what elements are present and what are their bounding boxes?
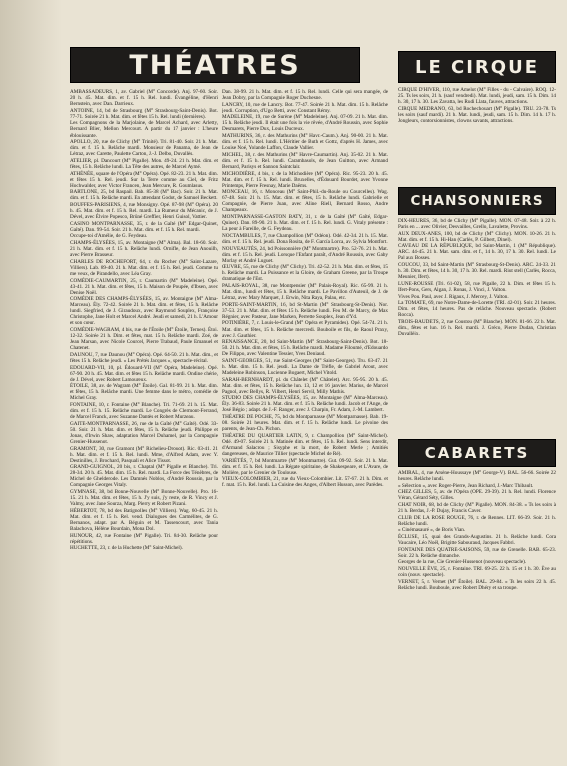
listing-entry: MADELEINE, 19, rue de Surène (M° Madeleine). Anj. 07-09. 21 h. Mat. dim. 15 h. Relâche jeudi. Il était une fois la vie rêvée, d'André Roussin, avec Sophie Desmarets, Pierre Dux, Louis Ducreux. (222, 114, 388, 133)
listing-entry: PALAIS-ROYAL, 38, rue Montpensier (M° Palais-Royal). Ric. 65-99. 21 h. Mat. dim., lundi et fêtes, 15 h. Relâche mardi. Le Pavillon d'Auteuil, de J. de Létraz, avec Mary Marquet, J. Erwin, Nita Raya, Palau, etc. (222, 282, 388, 302)
listing-entry: ANTOINE, 14, bd de Strasbourg (M° Strasbourg-Saint-Denis). Bot. 77-71. Soirée 21 h. Mat. dim. et fêtes 15 h. Rel. lundi (dernières). (70, 107, 218, 120)
listing-entry: CHEZ GILLES, 5, av. de l'Opéra (OPE. 29-39). 21 h. Rel. lundi. Florence Véran, Gérard Séty, Gilles. (398, 489, 556, 502)
listing-entry: CIRQUE D'HIVER, 110, rue Amelot (M° Filles - du - Calvaire). ROQ. 12-25. Ts les soirs, 21 h. (sauf vendredi). Mat. lundi, jeudi, sam. 15 h. Dim. 14 h. 30, 17 h. 30. Les Zavatta, les Rudi Llata, fauves, attractions. (398, 87, 556, 106)
listing-entry: CHARLES DE ROCHEFORT, 64, r. du Rocher (M° Saint-Lazare, Villiers). Lab. 89-40. 21 h. Mat. dim. et f. 15 h. Rel. jeudi. Comme tu me veux, de Pirandello, avec Léa Gray. (70, 258, 218, 277)
listing-entry: COMÉDIE-CAUMARTIN, 25, r. Caumartin (M° Madeleine). Opé. 43-41. 21 h. Mat. dim. et fêtes, 15 h. Maison de Poupée, d'Ibsen, avec Denise Noël. (70, 277, 218, 296)
listing-entry: FONTAINE, 10, r. Fontaine (M° Blanche). Tri. 71-69. 21 h. 15. Mat. dim. et f. 15 h. 15. Relâche mardi. Le Congrès de Clermont-Ferrand, de Marcel Franck, avec Suzanne Dantès et Robert Murzeau. (70, 402, 218, 421)
listing-entry: BARTLONE, 25, bd Raspail. Bab. 85-38 (M° Bac). Soir. 21 h. Mat. dim. et f. 15 h. Relâche mardi. En attendant Godot, de Samuel Beckett. (70, 189, 218, 202)
listing-entry: FONTAINE DES QUATRE-SAISONS, 59, rue de Grenelle. BAB. 65-23. Soir. 22 h. Relâche dimanche. (398, 546, 556, 559)
listing-entry: VERNET, 5, r. Vernet (M° Étoile). BAL. 29-84. « Ts les soirs 22 h. 45. Relâche lundi. Bouboule, avec Robert Dhéry et sa troupe. (398, 578, 556, 591)
listing-entry: CLUB DE LA ROSE ROUGE, 76, r. de Rennes. LIT. 66-39. Soir. 21 h. Relâche lundi. (398, 514, 556, 527)
listing-entry: RENAISSANCE, 20, bd Saint-Martin (M° Strasbourg-Saint-Denis). Bot. 18-50. 21 h. Mat. dim. et fêtes, 15 h. Relâche mardi. Madame Filoumé, d'Edouardo De Filippo, avec Valentine Tessier, Yves Deniaud. (222, 339, 388, 358)
cirque-title: LE CIRQUE (414, 56, 539, 78)
listing-entry: GAITE-MONTPARNASSE, 26, rue de la Gaîté (M° Gaîté). Odé. 33-50. Soir. 21 h. Mat. dim. et fêtes, 15 h. Relâche jeudi. Philippe et Jonas, d'Irwin Shaw, adaptation Marcel Duhamel, par la Compagnie Grenier-Hussenot. (70, 420, 218, 445)
listing-entry: DAUNOU, 7, rue Daunou (M° Opéra). Opé. 64-50. 21 h. Mat. dim., et fêtes 15 h. Relâche jeudi. « Les Prétés Jacques », spectacle-récital. (70, 351, 218, 364)
listing-entry: EDOUARD-VII, 10, pl. Édouard-VII (M° Opéra, Madeleine). Opé. 67-90. 20 h. 45. Mat. dim. et fêtes 15 h. Relâche mardi. Ondine chérie, de J. Dével, avec Robert Lamoureux. (70, 364, 218, 383)
cirque-listings (398, 87, 556, 183)
listing-entry: THÉATRE DE POCHE, 75, bd du Montparnasse (M° Montparnasse). Bab. 19-08. Soirée 21 heures. Mat. dim. et f. 15 h. Relâche lundi. Le pivoine des parents, de Jean-Ch. Pichon. (222, 414, 388, 433)
listing-entry: NOUVEAUTÉS, 24, bd Poissonnière (M° Montmartre). Pro. 52-76. 21 h. Mat. dim. et f. 15 h. Rel. jeudi. Lorsque l'Enfant paraît, d'André Roussin, avec Gaby Morlay et André Luguet. (222, 245, 388, 264)
listing-entry: SARAH-BERNHARDT, pl. du Châtelet (M° Châtelet). Arc. 95-95. 20 h. 45. Mat. dim. et fêtes, 15 h. Relâche lun. 13, 12 et 16 janvier. Marius, de Marcel Pagnol, avec Bellys, R. Vilbert, Henri Servil, Milly Mathis. (222, 376, 388, 395)
listing-entry: TROIS-BAUDETS, 2, rue Coustou (M° Blanche). MON. 81-66. 22 h. Mat. dim., fêtes et lun. 16 h. Rel. mardi. J. Gréco, Pierre Dudan, Christian Duvallèix. (398, 318, 556, 337)
listing-entry: VARIÉTÉS, 7, bd Montmartre (M° Montmartre). Gut. 09-92. Soir. 21 h. Mat. dim. et f. 15 h. Rel. lundi. La Régate spiritaine, de Shakespeare, et L'Avare, de Molière, par le Grenier de Toulouse. (222, 457, 388, 476)
chansonniers-listings (398, 218, 556, 436)
listing-entry: HUNOUR, 42, rue Fontaine (M° Pigalle). Tri. 84-30. Relâche pour répétitions. (70, 532, 218, 545)
listing-entry: CASINO MONTPARNASSE, 35, r. de la Gaîté (M° Edgar-Quinet, Gaîté). Dan. 99-54. Soir. 21 h. Mat. dim. et f. 15 h. Rel. mardi. (70, 220, 218, 233)
cabarets-title: CABARETS (424, 444, 530, 462)
cabarets-header (398, 439, 556, 467)
listing-entry: ÉCLUSE, 15, quai des Grands-Augustins. 21 h. Relâche lundi. Cora Vaucaire, Léo Noël, Brigitte Sabouraud, Jacques Fabbri. (398, 534, 556, 547)
listing-entry: HÉBERTOT, 78, bd des Batignolles (M° Villiers). Wag. 60-45. 21 h. Mat. dim. et f. 15 h. Rel. vend. Dialogues des Carmélites, de G. Bernanos, adapt. par A. Béguin et M. Tassencourt, avec Tania Balachova, Hélène Bourdain, Mona Dol. (70, 507, 218, 532)
listing-entry: AUX DEUX-ANES, 100, bd de Clichy (M° Clichy). MON. 10-26. 21 h. Mat. dim. et f. 15 h. Hi-Han (Carlès, P. Gilbert, Dinel). (398, 230, 556, 243)
chansonniers-header (398, 187, 556, 215)
listing-entry: GRAND-GUIGNOL, 20 bis, r. Chaptal (M° Pigalle et Blanche). Tri. 28-34. 20 h. 45. Mat. dim. 15 h. Rel. mardi. La Force des Ténèbres, de Michel de Ghelderode. Les Damnés Noblos, d'André Roussin, par la Compagnie Georges Vitaly. (70, 464, 218, 489)
listing-entry: THÉATRE DU QUARTIER LATIN, 9, r. Champollion (M° Saint-Michel). Odé. 49-07. Soirée 21 h. Matinée dim. et fêtes, 15 h. Rel. lundi. Sens interdit, d'Armand Salacrou ; Sisyphe et la mort, de Robert Merle ; Amitiés dangereuses, de Maurice Tillier (spectacle Michel de Ré). (222, 432, 388, 457)
cirque-header (398, 51, 556, 83)
listing-entry: SAINT-GEORGES, 51, rue Saint-Georges (M° Saint-Georges). Tru. 63-47. 21 h. Mat. dim. 15 h. Rel. jeudi. La Dame de Trèfle, de Gabriel Arout, avec Madeleine Robinson, Lucienne Bogaert, Michel Vitold. (222, 357, 388, 377)
listing-entry: DIX-HEURES, 36, bd de Clichy (M° Pigalle). MON. 07-48. Soir. à 22 h. Paris en ... avec Olivier, Desvailles, Grello, Lavalette, Provins. (398, 218, 556, 231)
listing-entry: MATHURINS, 36, r. des Mathurins (M° Havr.-Caum.). Anj. 90-00. 21 h. Mat. dim. et f. 15 h. Rel. lundi. L'Héritier de Buth et Gottz, d'après H. James, avec Louise Noé, Yolande Laffon, Claude Vallier. (222, 133, 388, 152)
listing-entry: COMÉDIE DES CHAMPS-ÉLYSÉES, 15, av. Montaigne (M° Alma-Marceau). Ély. 72-42. Soirée 21 h. Mat. dim. et fêtes, 15 h. Relâche lundi. Siegfried, de J. Giraudoux, avec Raymond Souplex, Françoise Christophe, Jane Holt et Marcel André. Jeudi et samedi, 21 h. L'Amour et son cœur. (70, 296, 218, 327)
listing-entry: POTINIÈRE, 7, r. Louis-le-Grand (M° Opéra et Pyramides). Opé. 54-74. 21 h. Mat. dim. et fêtes, 15 h. Relâche mercredi. Bouboile et fils, de Raoul Praxy, avec J. Gauthier. (222, 320, 388, 339)
listing-entry: CHAMPS-ÉLYSÉES, 15, av. Montaigne (M° Alma). Bal. 18-60. Soir. 21 h. Mat. dim. et f. 15 h. Relâche lundi. Ornifle, de Jean Anouilh, avec Pierre Brasseur. (70, 240, 218, 259)
listing-entry: PORTE-SAINT-MARTIN, 16, bd St-Martin (M° Strasbourg-St-Denis). Nor. 37-53. 21 h. Mat. dim. et fêtes 15 h. Relâche lundi. Feu M. de Marcy, de Max Régnier, avec Pasteur, Jane Marken, Perrette Souplex, Jean d'Yd. (222, 301, 388, 320)
listing-entry: ÉTOILE, 38, av. de Wagram (M° Étoile). Gal. 81-99. 21 h. Mat. dim. et fêtes, 15 h. Relâche mardi. Une femme dans le métro, comédie de Michel Gray. (70, 383, 218, 402)
listing-entry: APOLLO, 20, rue de Clichy (M° Trinité). Tri. 81-40. Soir. 21 h. Mat. dim. et f. 15 h. Relâche mardi. Monsieur de Panama, de Jean de Létraz, avec Carette, Paulette Carton, J.-J. Delbo, Duvallès. (70, 139, 218, 158)
listing-entry: MICHODIÈRE, 4 bis, r. de la Michodière (M° Opéra). Ric. 95-23. 20 h. 45. Mat. dim. et f. 15 h. Rel. lundi. Bruxelles, d'Édouard Bourdet, avec Yvonne Printemps, Pierre Fresnay, Marie Daëms. (222, 170, 388, 189)
listing-entry: STUDIO DES CHAMPS-ÉLYSÉES, 15, av. Montaigne (M° Alma-Marceau). Ély. 36-83. Soirée 21 h. Mat. dim. et f. 15 h. Relâche lundi. Jacob et l'Ange, de José Bégio ; adapt. de J.-F. Ranger, avec J. Charpin, Fr. Adam, J.-M. Lambert. (222, 395, 388, 414)
listing-entry: Dan. 38-99. 21 h. Mat. dim. et f. 15 h. Rel. lundi. Celle qui sera mangée, de Jean Dobry, par la Compagnie Roger Duchesne. (222, 89, 388, 102)
listing-entry: NOCTAMBULES, 7, rue Champollion (M° Odéon). Odé. 42-34. 21 h. 15. Mat. dim. et f. 15 h. Rel. jeudi. Dona Rosita, de F. García Lorca, av. Sylvia Montfort. (222, 232, 388, 245)
listing-entry: GRAMONT, 30, rue Gramont (M° Richelieu-Drouot). Ric. 03-41. 21 h. Mat. dim. et f. 15 h. Rel. lundi. Mme, d'Alfred Adam, avec Y. Destinilles, J. Brochard, Pasquali et Alice Tissot. (70, 445, 218, 464)
listing-entry: « Cinémasauré », de Boris Vian. (398, 527, 466, 534)
theatres-title: THÉATRES (129, 49, 301, 81)
listing-entry: GYMNASE, 38, bd Bonne-Nouvelle (M° Bonne-Nouvelle). Pro. 16-15. 21 h. Mat. dim. et fêtes, 15 h. J'y suis, j'y reste, de R. Vincy et J. Valmy, avec Jane Sourza, Marg. Pierry et Robert Pizani. (70, 489, 218, 508)
listing-entry: AMIRAL, 4, rue Arsène-Houssaye (M° George-V). BAL. 56-66. Soirée 22 heures. Relâche lundi. (398, 470, 556, 483)
listing-entry: HUCHETTE, 23, r. de la Huchette (M° Saint-Michel). (70, 545, 183, 552)
listing-entry: Occupe-toi d'Amélie, de G. Feydeau. (70, 233, 148, 240)
listing-entry: CHAT NOIR, 68, bd de Clichy (M° Pigalle). MON. 84-38. « Ts les soirs à 21 h. Berdas, J.-P. Dujay, Francis Caver. (398, 502, 556, 515)
listing-entry: LANCRY, 10, rue de Lancry. Bot. 77-47. Soirée 21 h. Mat. dim. 15 h. Relâche jeudi. Corruption, d'Ugo Betti, avec Constant Rémy. (222, 101, 388, 114)
listing-entry: LUNE-ROUSSE (Tri. 61-02), 58, rue Pigalle, 22 h. Dim. et fêtes 15 h. Ifert-Pons, Gers, Algan, J. Ronas, J. Vinci, J. Valton. (398, 280, 556, 293)
listing-entry: Les Compagnons de la Marjolaine, de Marcel Achard, avec Arletty, Bernard Blier, Mellon Mercourt. A partir du 17 janvier : L'heure éblouissante. (70, 120, 218, 139)
listing-entry: COUCOU, 33, bd Saint-Martin (M° Strasbourg-St-Denis). ARC. 24-33. 21 h. 30. Dim. et fêtes, 14 h. 30, 17 h. 30. Rel. mardi. Riut stell (Carlès, Rocca, Meunier, Ifert). (398, 262, 556, 281)
listing-entry: « Sélection », avec Roger-Pierre, Jean Richard, J.-Marc Thibault. (398, 482, 534, 489)
listing-entry: MICHEL, 38, r. des Mathurins (M° Havre-Caumartin). Anj. 35-02. 21 h. Mat. dim. et f. 15 h. Rel. lundi. Carambasols, de Jean Guitton, avec Armand Bernard, Parisys et Sannon Saintclair. (222, 151, 388, 170)
chansonniers-title: CHANSONNIERS (410, 193, 544, 209)
listing-entry: ATELIER, pl. Dancourt (M° Pigalle). Mon. 49-24. 21 h. Mat. dim. et fêtes, 15 h. Relâche lundi. La Tête des autres, de Marcel Aymé. (70, 157, 218, 170)
listing-entry: MONTPARNASSE-GASTON BATY, 31, r. de la Gaîté (M° Gaîté, Edgar-Quinet). Dan. 89-90. 21 h. Mat. dim. et f. 15 h. Rel. lundi. G. Vitaly présente : La peur à Fareille, de G. Feydeau. (222, 214, 388, 233)
theatres-header (70, 47, 360, 83)
listing-entry: CIRQUE MEDRANO, 63, bd Rochechouart (M° Pigalle). TRU. 23-78. Ts les soirs (sauf mardi). 21 h. Mat. lundi, jeudi, sam. 15 h. Dim. 14 h. 17 h. Jongleurs, contorsionnistes, clowns savants, attractions. (398, 105, 556, 124)
theatres-column-1 (70, 89, 218, 754)
page-margin-shadow (0, 0, 62, 766)
cabarets-listings (398, 470, 556, 754)
listing-entry: VIEUX-COLOMBIER, 21, rue du Vieux-Colombier. Lit. 57-67. 21 h. Dim. et f. mat. 15 h. Rel. lundi. La Cuisine des Anges, d'Albert Husson, avec Parèdes. (222, 476, 388, 489)
listing-entry: ŒUVRE, 55, rue de Clichy (M° Clichy). Tri. 42-52. 21 h. Mat. dim. et fêtes, 15 h. Relâche mardi. La Puissance et la Gloire, de Graham Greene, par la Troupe dramatique de l'Est. (222, 264, 388, 283)
listing-entry: ATHÉNÉE, square de l'Opéra (M° Opéra). Opé. 82-23. 21 h. Mat. dim. et fêtes 15 h. Rel. jeudi. Sur la Terre comme au Ciel, de Fritz Hochwalder, avec Victor Francen, Jean Mercure, R. Goumlasus. (70, 170, 218, 189)
listing-entry: La TOMATE, 69, rue Notre-Dame-de-Lorette (TRI. 42-01). Soir. 21 heures. Dim. et fêtes, 14 heures. Pas de relâche. Nouveau spectacle. (Robert Rocca). (398, 300, 556, 319)
listing-entry: CAVEAU DE LA RÉPUBLIQUE, bd Saint-Martin, 1 (M° République). ARC. 44-45. 21 h. Mat. sam. dim. et f., 14 h. 30, 17 h. 30. Rel. lundi. Le Pal aux Bosses. (398, 243, 556, 262)
listing-entry: MONCEAU, 16, r. Monceau (M° Saint-Phil.-du-Roule ou Courcelles). Wag. 67-48. Soir. 21 h. 15. Mat. dim. et fêtes, 15 h. Relâche lundi. Gabrielle et Compagnie, de Pierre Juan, avec Aline Riell, Bernard Rosso, Andre Champeaux. (222, 189, 388, 214)
listing-entry: Georges de la rue, Cie Grenier-Hussenot (nouveau spectacle). (398, 559, 527, 566)
theatres-column-2 (222, 89, 388, 754)
listing-entry: AMBASSADEURS, 1, av. Gabriel (M° Concorde). Anj. 97-60. Soir. 20 h. 45. Mat. dim. et f. 15 h. Rel. lundi. Évangéline, d'Henri Bernstein, avec Dan. Darrieux. (70, 89, 218, 108)
listing-entry: Vives Pou. Paul, avec J. Rigaux, J. Mercey, J. Valton. (398, 293, 509, 300)
listing-entry: NOUVELLE ÈVE, 25, r. Fontaine. TRI. 69-25. 22 h. 15 et 1 h. 30. Ève au coin (nouv. spectacle). (398, 566, 556, 579)
listing-entry: BOUFFES-PARISIENS, 4, rue Monsigny. Opé. 87-98 (M° Opéra). 20 h. 45. Mat. dim. et f. 15 h. Rel. mardi. La Rumeur du Mécanic, de J. Dével, avec Élvire Popesco, Brûné Greffier, Henri Guisol, Vattier. (70, 202, 218, 221)
listing-entry: COMÉDIE-WAGRAM, 4 bis, rue de l'Étoile (M° Étoile, Ternes). Étoi. 12-32. Soirée 21 h. Dim. et fêtes, mat. 15 h. Relâche mardi. Zoé, de Jean Marsan, avec Nicole Courcel, Pierre Trabaud, Paule Emanuel et Chatenet. (70, 327, 218, 352)
